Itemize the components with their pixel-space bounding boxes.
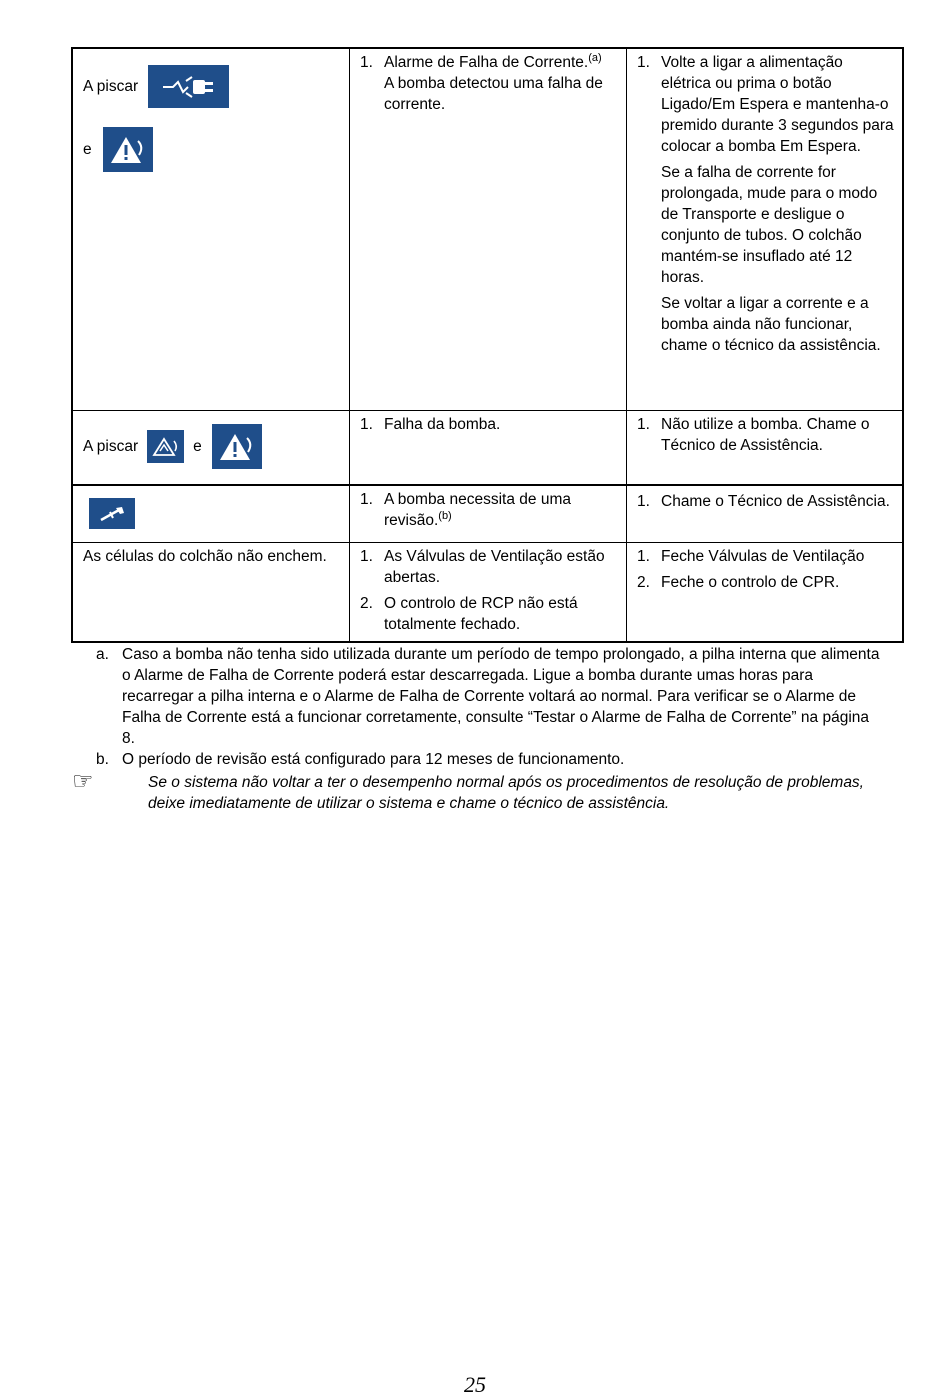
item-number: 1. bbox=[360, 416, 373, 433]
action-item bbox=[637, 414, 894, 456]
footnote-text: O período de revisão está configurado para 12 meses de funcionamento. bbox=[122, 751, 625, 768]
cause-item bbox=[360, 593, 618, 635]
indicator-text: As células do colchão não enchem. bbox=[83, 548, 327, 565]
footnote-text: Caso a bomba não tenha sido utilizada durante um período de tempo prolongado, a pilha interna que alimenta o Alarme de Falha de Corrente poderá estar descarregada. Ligue a bomba durante umas horas para recarregar a pilha interna e o Alarme de Falha de Corrente voltará ao normal. Para verificar se o Alarme de Falha de Corrente está a funcionar corretamente, consulte “Testar o Alarme de Falha de Corrente” na página 8. bbox=[122, 646, 880, 747]
action-cell bbox=[627, 486, 902, 542]
item-number: 1. bbox=[360, 491, 373, 508]
alarm-warning-icon bbox=[212, 424, 262, 469]
indicator-cell bbox=[73, 411, 350, 484]
cause-cell bbox=[350, 49, 627, 410]
action-paragraph: Se a falha de corrente for prolongada, mude para o modo de Transporte e desligue o conjunto de tubos. O colchão mantém-se insuflado até 12 horas. bbox=[661, 164, 878, 286]
table-row bbox=[73, 49, 902, 410]
action-paragraph: Se voltar a ligar a corrente e a bomba ainda não funcionar, chame o técnico da assistência. bbox=[661, 295, 881, 354]
footnote-key: a. bbox=[96, 646, 109, 663]
cause-text: A bomba necessita de uma revisão. bbox=[384, 491, 571, 529]
item-number: 2. bbox=[360, 595, 373, 612]
tip-note bbox=[72, 768, 892, 814]
cause-item bbox=[360, 414, 618, 435]
footnote-key: b. bbox=[96, 751, 109, 768]
indicator-conj: e bbox=[83, 141, 92, 158]
footnotes bbox=[96, 644, 886, 770]
cause-text: As Válvulas de Ventilação estão abertas. bbox=[384, 548, 605, 586]
service-wrench-icon bbox=[89, 498, 135, 529]
cause-text: Falha da bomba. bbox=[384, 416, 501, 433]
item-number: 2. bbox=[637, 574, 650, 591]
table-row bbox=[73, 484, 902, 542]
item-number: 1. bbox=[360, 54, 373, 71]
cause-cell bbox=[350, 486, 627, 542]
footnote-ref[interactable]: (b) bbox=[438, 510, 452, 522]
action-text: Volte a ligar a alimentação elétrica ou prima o botão Ligado/Em Espera e mantenha-o premido durante 3 segundos para colocar a bomba Em Espera. bbox=[661, 54, 894, 155]
cause-item bbox=[360, 52, 618, 115]
indicator-cell bbox=[73, 49, 350, 410]
footnote bbox=[96, 644, 886, 749]
cause-cell bbox=[350, 543, 627, 641]
pointing-hand-icon: ☞ bbox=[72, 768, 94, 795]
table-row bbox=[73, 410, 902, 484]
pump-fault-icon bbox=[147, 430, 184, 463]
indicator-conj: e bbox=[193, 438, 202, 455]
footnote-ref[interactable]: (a) bbox=[588, 52, 602, 64]
tip-text: Se o sistema não voltar a ter o desempenho normal após os procedimentos de resolução de problemas, deixe imediatamente de utilizar o sistema e chame o técnico de assistência. bbox=[148, 774, 864, 812]
indicator-prefix: A piscar bbox=[83, 438, 139, 455]
table-row bbox=[73, 542, 902, 641]
cause-item bbox=[360, 489, 618, 531]
action-text: Não utilize a bomba. Chame o Técnico de Assistência. bbox=[661, 416, 870, 454]
action-text: Feche o controlo de CPR. bbox=[661, 574, 840, 591]
cause-detail: A bomba detectou uma falha de corrente. bbox=[384, 75, 603, 113]
indicator-prefix: A piscar bbox=[83, 78, 139, 95]
item-number: 1. bbox=[637, 54, 650, 71]
item-number: 1. bbox=[637, 416, 650, 433]
action-item bbox=[637, 52, 894, 157]
action-cell bbox=[627, 411, 902, 484]
action-item bbox=[637, 572, 894, 593]
item-number: 1. bbox=[637, 548, 650, 565]
page-number: 25 bbox=[464, 1372, 486, 1397]
action-text: Chame o Técnico de Assistência. bbox=[661, 493, 890, 510]
indicator-cell bbox=[73, 543, 350, 641]
action-text: Feche Válvulas de Ventilação bbox=[661, 548, 865, 565]
cause-item bbox=[360, 546, 618, 588]
action-cell bbox=[627, 543, 902, 641]
cause-cell bbox=[350, 411, 627, 484]
action-cell bbox=[627, 49, 902, 410]
action-item bbox=[637, 546, 894, 567]
alarm-warning-icon bbox=[103, 127, 153, 172]
action-item bbox=[637, 491, 894, 512]
indicator-cell bbox=[73, 486, 350, 542]
cause-text: Alarme de Falha de Corrente. bbox=[384, 54, 589, 71]
power-failure-icon bbox=[148, 65, 229, 108]
item-number: 1. bbox=[637, 493, 650, 510]
troubleshooting-table bbox=[71, 47, 904, 643]
cause-text: O controlo de RCP não está totalmente fechado. bbox=[384, 595, 578, 633]
item-number: 1. bbox=[360, 548, 373, 565]
footnote bbox=[96, 749, 886, 770]
